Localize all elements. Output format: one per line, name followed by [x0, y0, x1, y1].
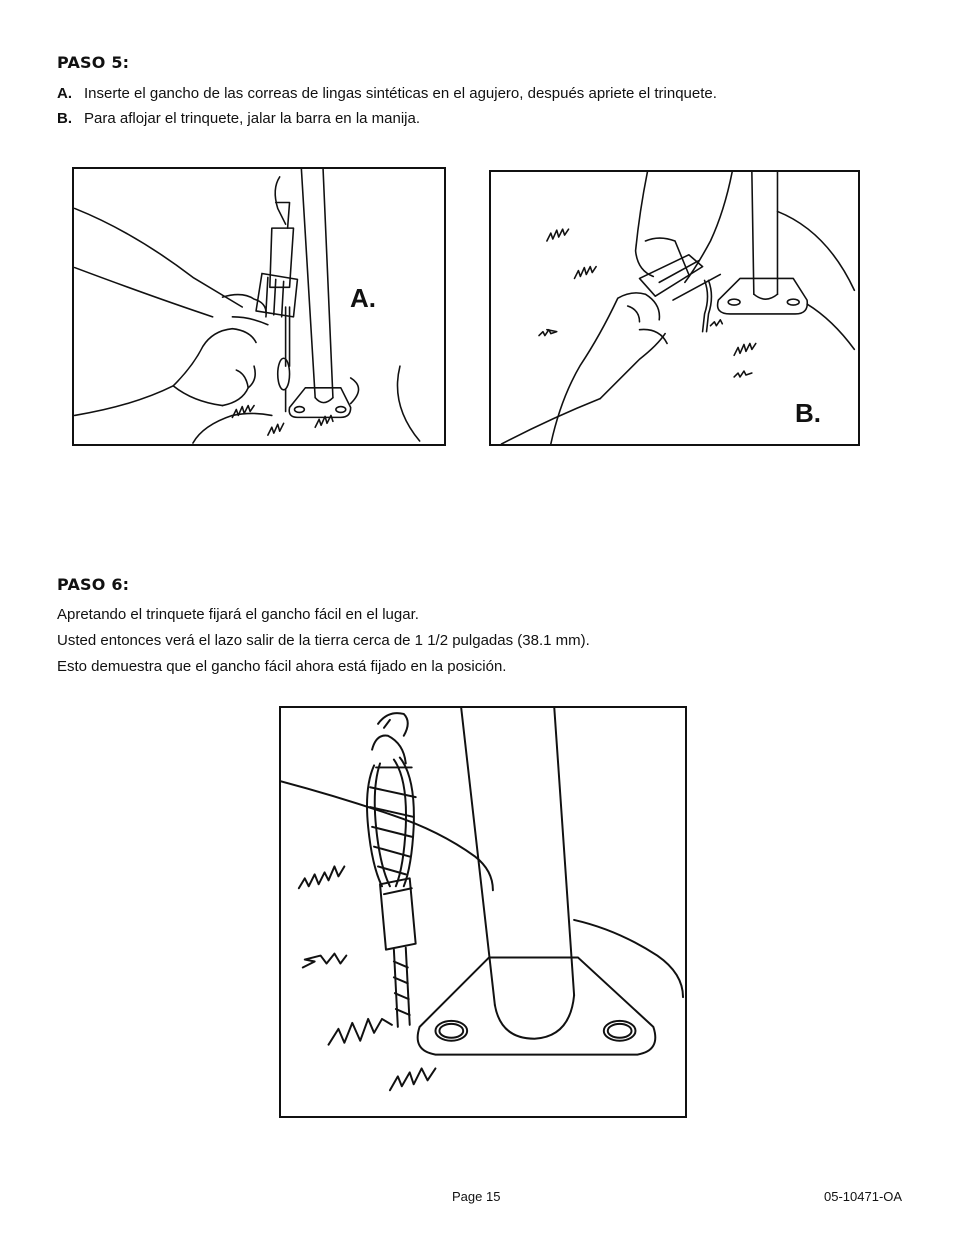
step5-item-b-tag: B.: [57, 110, 72, 127]
step5-item-b: [57, 110, 420, 128]
ratchet-tightening-drawing: [74, 169, 444, 444]
step6-line-3: Esto demuestra que el gancho fácil ahora está fijado en la posición.: [57, 658, 507, 675]
step6-line-1: Apretando el trinquete fijará el gancho fácil en el lugar.: [57, 606, 419, 623]
step5-item-a: [57, 85, 717, 103]
page-number: Page 15: [452, 1189, 501, 1204]
step5-item-a-text: Inserte el gancho de las correas de lingas sintéticas en el agujero, después apriete el trinquete.: [84, 85, 717, 102]
figure-b-label: B.: [795, 398, 821, 428]
step6-line-2: Usted entonces verá el lazo salir de la tierra cerca de 1 1/2 pulgadas (38.1 mm).: [57, 632, 590, 649]
step6-illustration: [279, 706, 687, 1118]
step5-item-a-tag: A.: [57, 85, 72, 102]
step6-heading: PASO 6:: [57, 575, 130, 594]
figure-a-illustration: [72, 167, 446, 446]
step5-heading: PASO 5:: [57, 53, 130, 72]
easy-hook-anchored-drawing: [281, 708, 685, 1116]
figure-b-illustration: [489, 170, 860, 446]
figure-a-label: A.: [350, 283, 376, 313]
step5-item-b-text: Para aflojar el trinquete, jalar la barra en la manija.: [84, 110, 421, 127]
document-code: 05-10471-OA: [824, 1189, 903, 1204]
